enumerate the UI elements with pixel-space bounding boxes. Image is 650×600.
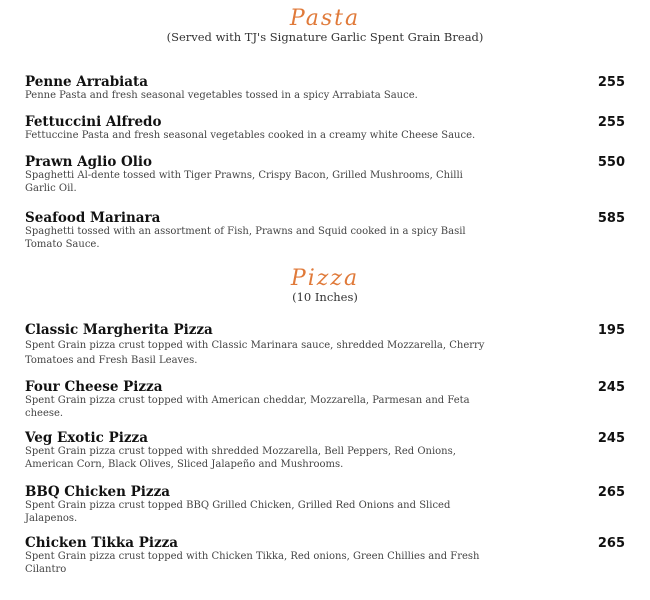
item-price: 265 xyxy=(597,536,625,551)
menu-item-fettuccini-alfredo xyxy=(25,115,625,143)
item-description: Spent Grain pizza crust topped with Chicken Tikka, Red onions, Green Chillies and Fresh Cilantro xyxy=(25,551,480,575)
item-description: Penne Pasta and fresh seasonal vegetables tossed in a spicy Arrabiata Sauce. xyxy=(25,90,418,101)
item-name: Veg Exotic Pizza xyxy=(25,430,148,446)
menu-item-seafood-marinara xyxy=(25,211,625,251)
item-name: Four Cheese Pizza xyxy=(25,379,163,395)
item-price: 550 xyxy=(597,155,625,170)
item-price: 255 xyxy=(597,75,625,90)
item-name: BBQ Chicken Pizza xyxy=(25,484,171,500)
item-price: 255 xyxy=(597,115,625,130)
menu-item-bbq-chicken-pizza xyxy=(25,485,625,525)
pizza-section-title: Pizza xyxy=(290,266,360,291)
item-description: Spent Grain pizza crust topped with shredded Mozzarella, Bell Peppers, Red Onions, American Corn, Black Olives, Sliced Jalapeño and Mushrooms. xyxy=(25,446,456,470)
pizza-section-header xyxy=(0,268,650,304)
menu-item-prawn-aglio-olio xyxy=(25,155,625,195)
item-price: 195 xyxy=(597,323,625,338)
menu-item-four-cheese-pizza xyxy=(25,380,625,420)
item-name: Classic Margherita Pizza xyxy=(25,322,213,338)
item-price: 585 xyxy=(597,211,625,226)
item-name: Seafood Marinara xyxy=(25,210,161,226)
menu-item-chicken-tikka-pizza xyxy=(25,536,625,576)
item-price: 245 xyxy=(597,380,625,395)
item-name: Chicken Tikka Pizza xyxy=(25,535,179,551)
item-description: Spaghetti tossed with an assortment of Fish, Prawns and Squid cooked in a spicy Basil Tomato Sauce. xyxy=(25,226,466,250)
item-price: 265 xyxy=(597,485,625,500)
item-name: Prawn Aglio Olio xyxy=(25,154,153,170)
item-description: Spent Grain pizza crust topped with Classic Marinara sauce, shredded Mozzarella, Cherry Tomatoes and Fresh Basil Leaves. xyxy=(25,340,485,366)
pasta-section-header xyxy=(0,8,650,44)
pasta-section-subtitle: (Served with TJ's Signature Garlic Spent Grain Bread) xyxy=(166,30,484,44)
item-name: Penne Arrabiata xyxy=(25,74,149,90)
item-description: Spaghetti Al-dente tossed with Tiger Prawns, Crispy Bacon, Grilled Mushrooms, Chilli Garlic Oil. xyxy=(25,170,463,194)
item-description: Fettuccine Pasta and fresh seasonal vegetables cooked in a creamy white Cheese Sauce. xyxy=(25,130,476,141)
item-name: Fettuccini Alfredo xyxy=(25,114,162,130)
item-price: 245 xyxy=(597,431,625,446)
menu-item-penne-arrabiata xyxy=(25,75,625,103)
menu-item-veg-exotic-pizza xyxy=(25,431,625,471)
item-description: Spent Grain pizza crust topped with American cheddar, Mozzarella, Parmesan and Feta cheese. xyxy=(25,395,470,419)
pizza-section-subtitle: (10 Inches) xyxy=(292,290,358,304)
pasta-section-title: Pasta xyxy=(289,6,361,31)
menu-item-classic-margherita-pizza xyxy=(25,323,625,368)
item-description: Spent Grain pizza crust topped BBQ Grilled Chicken, Grilled Red Onions and Sliced Jalapenos. xyxy=(25,500,451,524)
